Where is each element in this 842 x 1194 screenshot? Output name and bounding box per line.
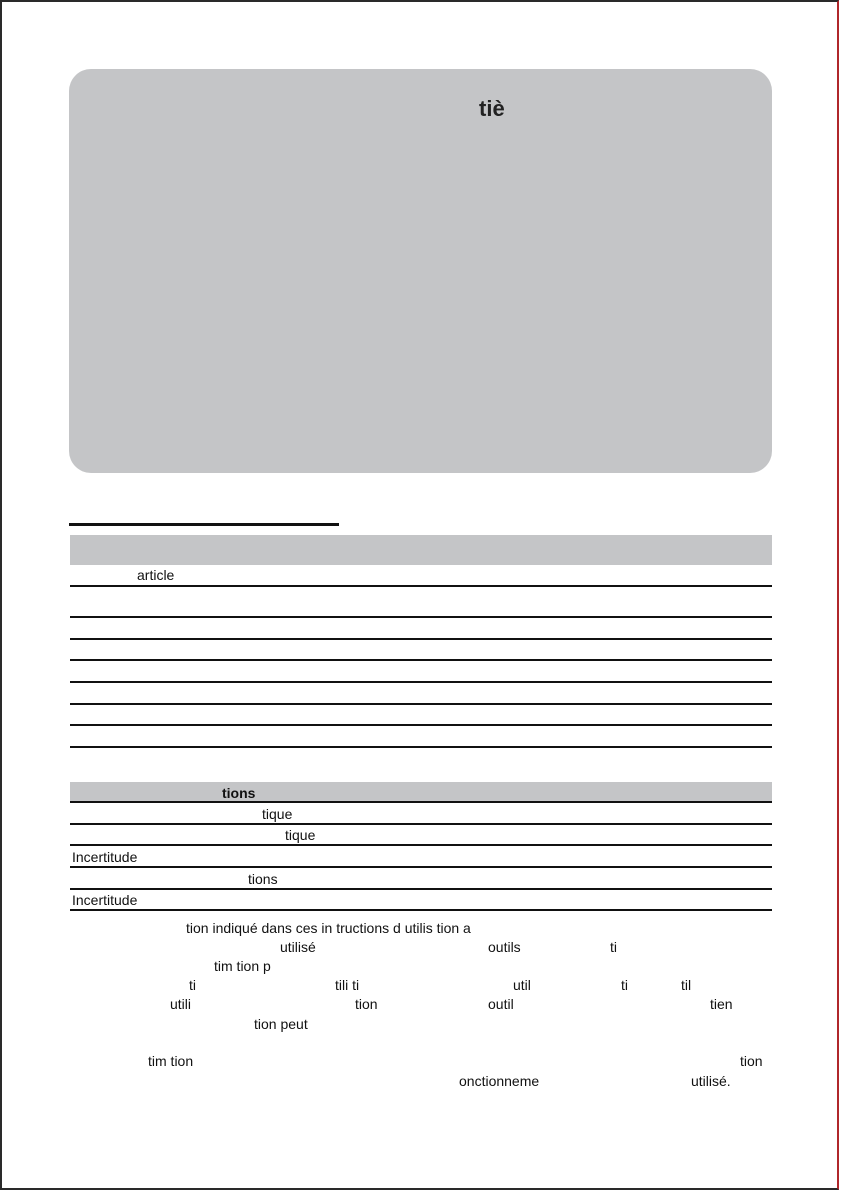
para-fragment: tion (355, 996, 378, 1012)
table-row (70, 683, 772, 705)
table-header (70, 782, 772, 803)
para-fragment: ti (610, 939, 617, 955)
table-row (70, 846, 772, 868)
table-row (70, 890, 772, 911)
row-label: tions (248, 871, 278, 887)
table-row (70, 661, 772, 683)
para-fragment: til (681, 977, 692, 993)
para-fragment: ti (189, 977, 196, 993)
para-fragment: utili (170, 996, 192, 1012)
table-header (70, 535, 772, 565)
para-fragment: tion (740, 1053, 763, 1069)
para-fragment: tien (710, 996, 733, 1012)
table-row (70, 565, 772, 587)
table-row (70, 705, 772, 726)
table-row (70, 803, 772, 825)
section-heading-rule (69, 523, 339, 526)
specs-table (70, 535, 772, 748)
para-fragment: outil (488, 996, 514, 1012)
table-row (70, 618, 772, 640)
para-fragment: tim tion p (214, 958, 271, 974)
row-label-article: article (137, 567, 175, 583)
para-fragment: utilisé. (691, 1073, 731, 1089)
table-row (70, 825, 772, 846)
para-fragment: ti (621, 977, 628, 993)
row-label: Incertitude (72, 892, 138, 908)
table-row (70, 868, 772, 890)
para-fragment: tili ti (335, 977, 360, 993)
row-label: tique (285, 827, 316, 843)
para-line-1: tion indiqué dans ces in tructions d utilis tion a (186, 920, 471, 936)
vibration-table (70, 782, 772, 911)
table-row (70, 640, 772, 661)
banner-title: tiè (479, 96, 505, 121)
table-header-label: tions (222, 785, 256, 801)
notice-paragraph (70, 915, 772, 1095)
para-fragment: tim tion (148, 1053, 194, 1069)
para-fragment: tion peut (254, 1016, 308, 1032)
row-label: Incertitude (72, 849, 138, 865)
para-fragment: utilisé (280, 939, 316, 955)
para-fragment: onctionneme (459, 1073, 540, 1089)
title-banner (69, 69, 772, 473)
table-row (70, 587, 772, 618)
para-fragment: util (513, 977, 531, 993)
table-row (70, 726, 772, 748)
para-fragment: outils (488, 939, 521, 955)
row-label: tique (262, 806, 293, 822)
